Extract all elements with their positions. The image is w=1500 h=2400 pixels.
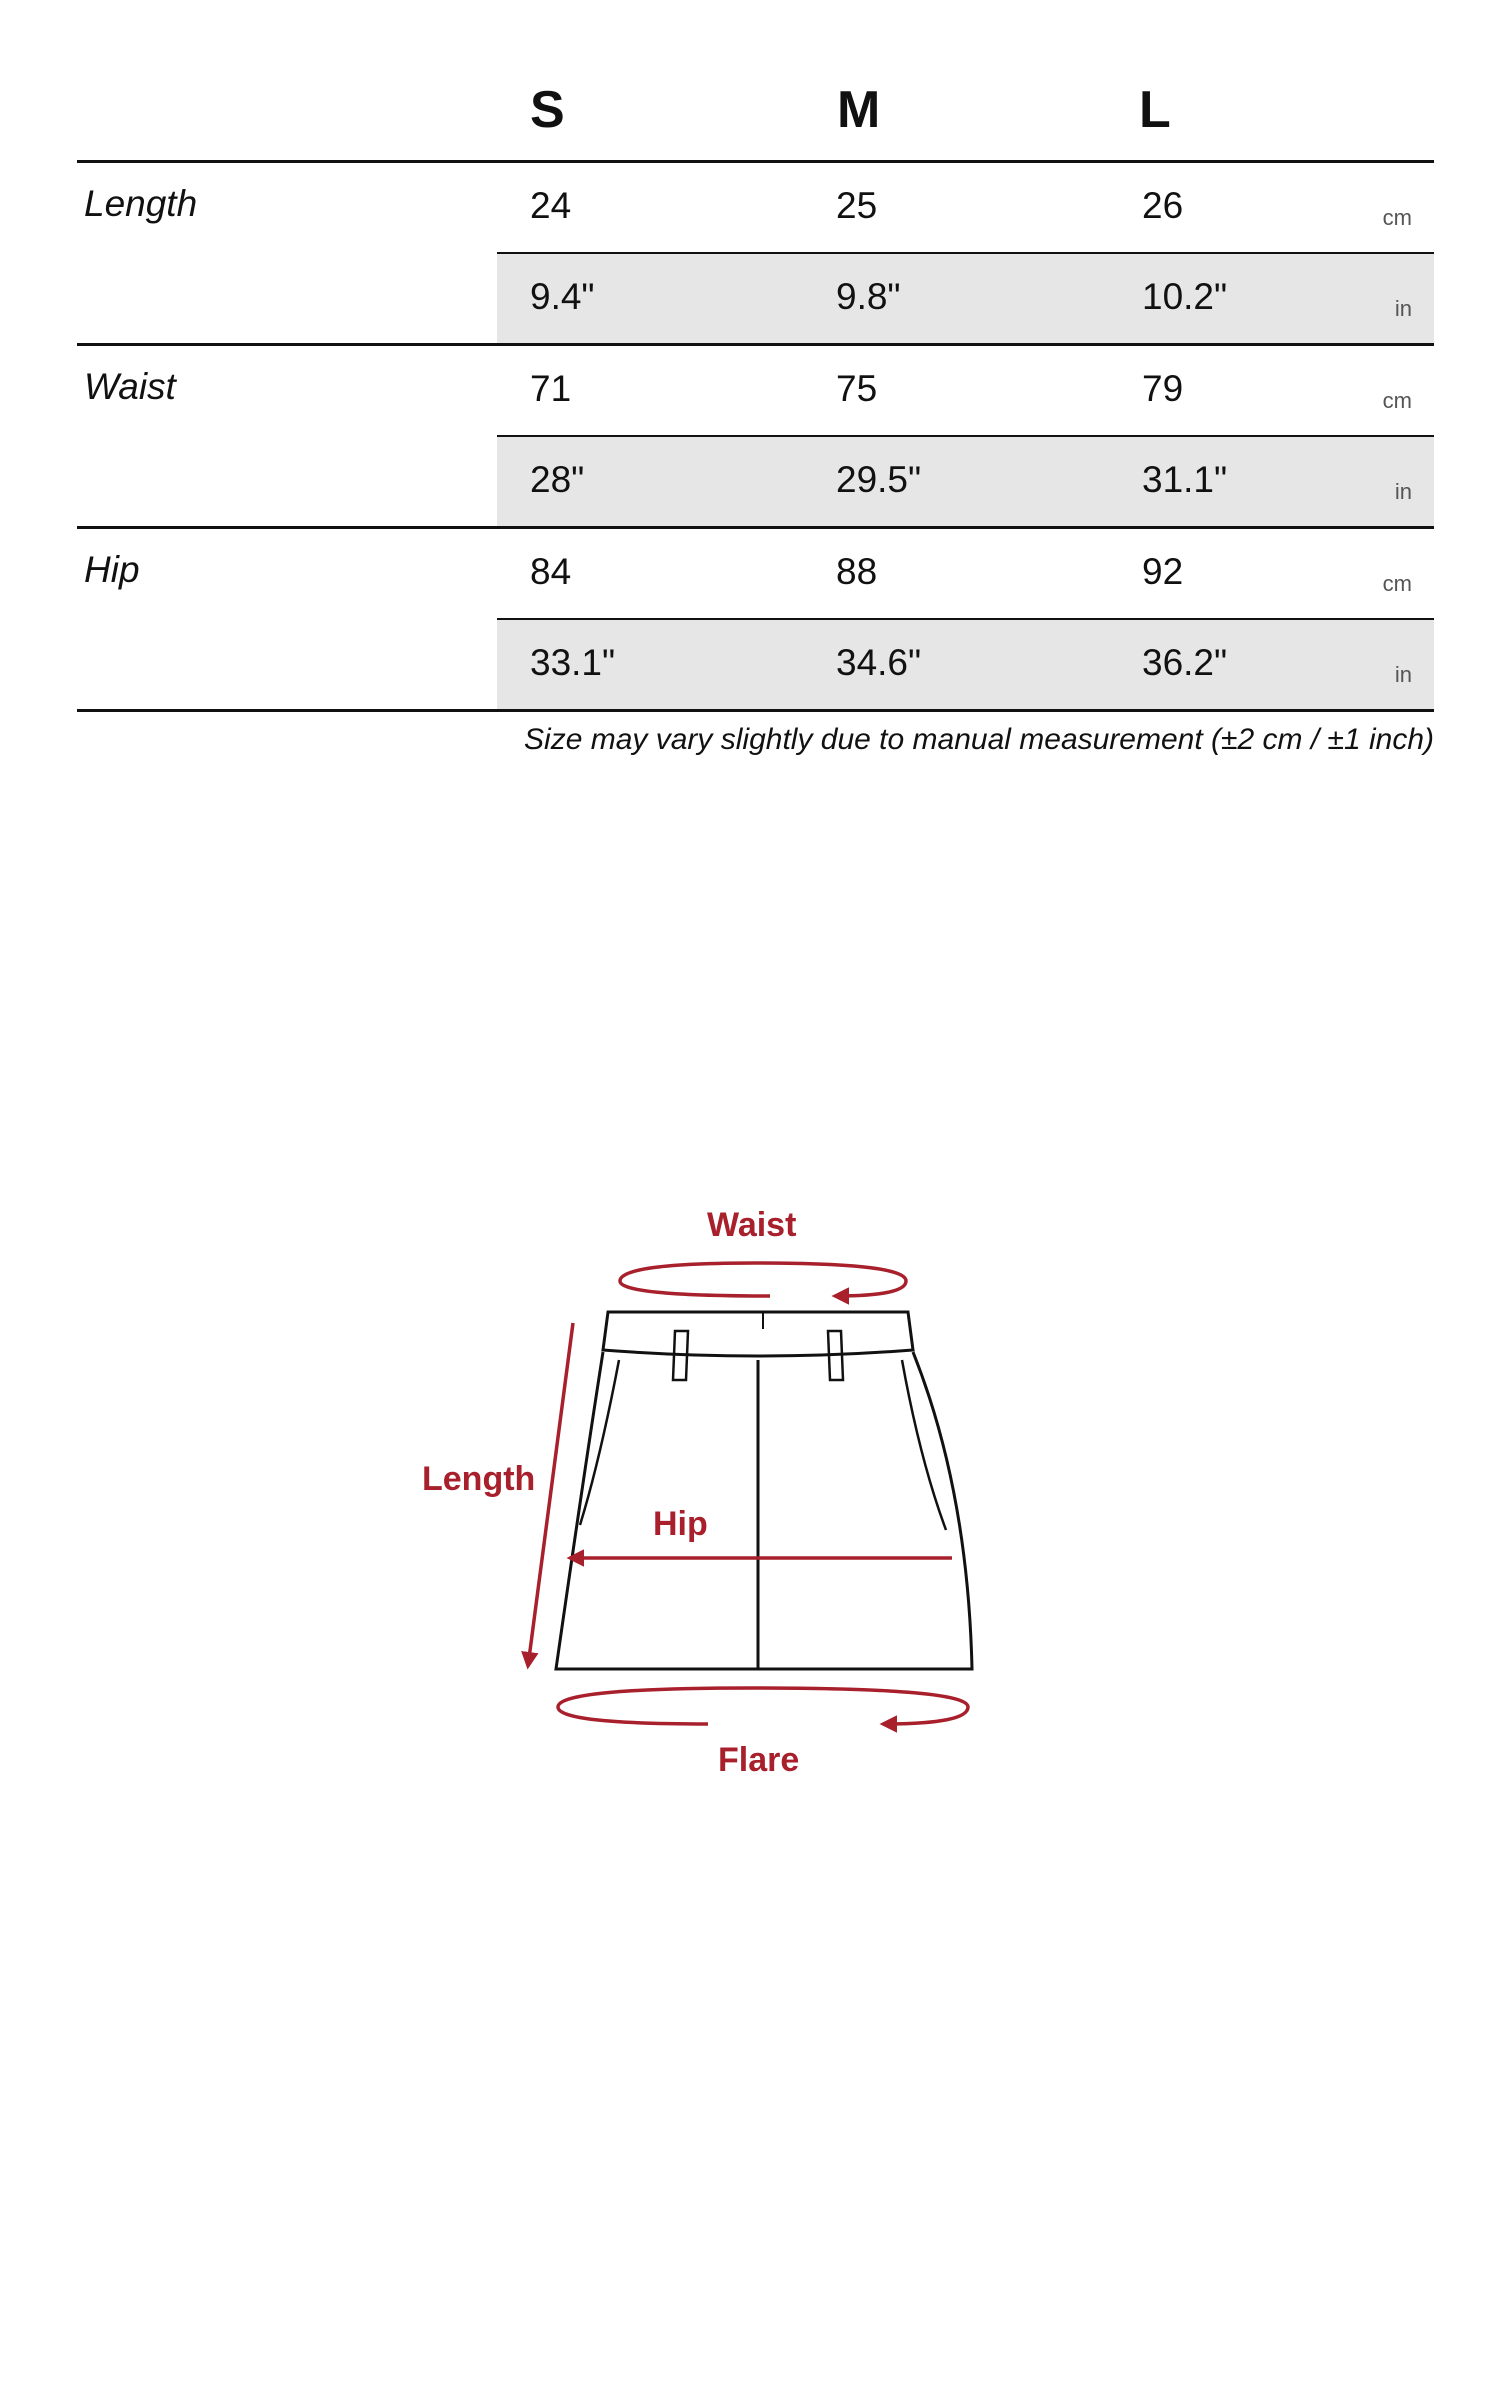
table-cell: 79 xyxy=(1142,368,1184,409)
length-cm-row xyxy=(497,163,1434,254)
hip-in-row xyxy=(497,620,1434,709)
table-cell: 9.8" xyxy=(836,276,901,317)
table-cell: 28" xyxy=(530,459,585,500)
size-header-s: S xyxy=(530,81,565,139)
waist-in-row xyxy=(497,437,1434,526)
table-cell: 25 xyxy=(836,185,878,226)
hip-cm-row xyxy=(497,529,1434,620)
table-cell: 29.5" xyxy=(836,459,922,500)
unit-in-label: in xyxy=(1394,296,1412,321)
table-cell: 92 xyxy=(1142,551,1184,592)
unit-in-label: in xyxy=(1394,479,1412,504)
length-in-row xyxy=(497,254,1434,343)
measurement-group-hip xyxy=(77,529,1434,712)
unit-cm-label: cm xyxy=(1382,205,1412,230)
waist-cm-row xyxy=(497,346,1434,437)
unit-cm-label: cm xyxy=(1382,388,1412,413)
length-label: Length xyxy=(422,1460,536,1498)
table-cell: 34.6" xyxy=(836,642,922,683)
size-header-row xyxy=(77,70,1434,163)
size-header-l: L xyxy=(1139,81,1171,139)
flare-label: Flare xyxy=(718,1741,800,1779)
waist-label: Waist xyxy=(707,1206,797,1244)
table-cell: 10.2" xyxy=(1142,276,1228,317)
measurement-note: Size may vary slightly due to manual measurement (±2 cm / ±1 inch) xyxy=(524,723,1434,756)
table-cell: 31.1" xyxy=(1142,459,1228,500)
table-cell: 9.4" xyxy=(530,276,595,317)
measurement-group-waist xyxy=(77,346,1434,529)
table-cell: 33.1" xyxy=(530,642,616,683)
table-cell: 84 xyxy=(530,551,572,592)
row-label-length: Length xyxy=(84,183,198,224)
table-cell: 75 xyxy=(836,368,878,409)
measurement-group-length xyxy=(77,163,1434,346)
size-chart-table xyxy=(77,70,1434,712)
skirt-measurement-diagram xyxy=(390,1180,1010,1790)
unit-cm-label: cm xyxy=(1382,571,1412,596)
unit-in-label: in xyxy=(1394,662,1412,687)
size-header-m: M xyxy=(837,81,881,139)
table-cell: 26 xyxy=(1142,185,1184,226)
row-label-hip: Hip xyxy=(84,549,140,590)
hip-label: Hip xyxy=(653,1505,708,1543)
table-cell: 24 xyxy=(530,185,572,226)
table-cell: 71 xyxy=(530,368,572,409)
table-cell: 88 xyxy=(836,551,878,592)
table-cell: 36.2" xyxy=(1142,642,1228,683)
row-label-waist: Waist xyxy=(84,366,176,407)
